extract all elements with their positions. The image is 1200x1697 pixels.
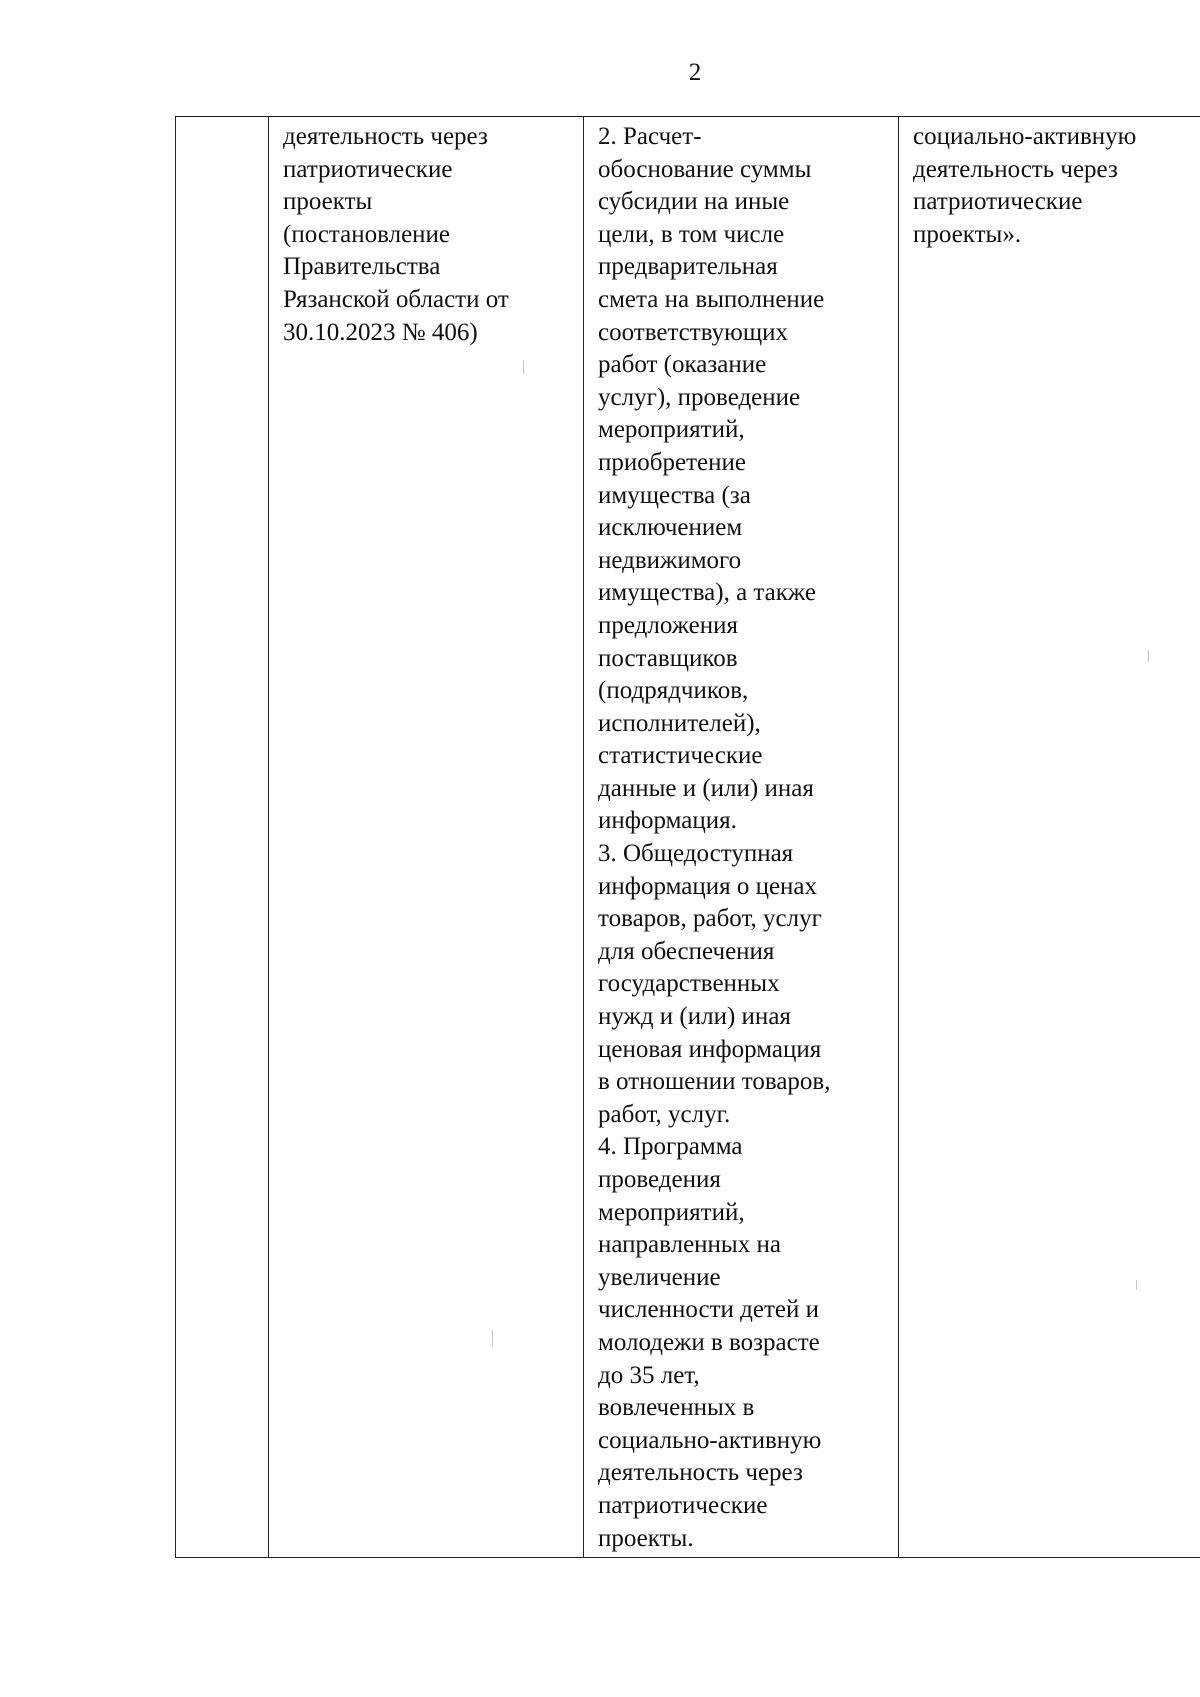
cell-text-line: Рязанской области от bbox=[283, 285, 509, 313]
cell-text-line: исключением bbox=[598, 514, 743, 542]
cell-text-line: предложения bbox=[598, 611, 739, 639]
cell-text-line: имущества), а также bbox=[598, 579, 816, 607]
scan-artifact bbox=[492, 1330, 493, 1346]
cell-text-line: деятельность через bbox=[913, 155, 1118, 183]
cell-text-line: до 35 лет, bbox=[598, 1361, 700, 1389]
cell-text-line: в отношении товаров, bbox=[598, 1068, 831, 1096]
cell-text-line: вовлеченных в bbox=[598, 1394, 755, 1422]
table-cell-documents bbox=[584, 117, 899, 1558]
cell-text-line: работ (оказание bbox=[598, 351, 767, 379]
cell-text-line: 4. Программа bbox=[598, 1133, 743, 1161]
cell-text-line: предварительная bbox=[598, 253, 778, 281]
table-cell-purpose bbox=[899, 117, 1200, 1558]
scan-artifact bbox=[1136, 1280, 1137, 1290]
cell-text-line: государственных bbox=[598, 970, 780, 998]
cell-text-line: проекты bbox=[283, 188, 373, 216]
cell-text-line: увеличение bbox=[598, 1263, 721, 1291]
cell-text-line: мероприятий, bbox=[598, 416, 745, 444]
cell-text-line: субсидии на иные bbox=[598, 188, 790, 216]
cell-text-line: нужд и (или) иная bbox=[598, 1003, 791, 1031]
cell-text-line: услуг), проведение bbox=[598, 383, 801, 411]
cell-text-line: информация о ценах bbox=[598, 872, 818, 900]
cell-text-line: 3. Общедоступная bbox=[598, 840, 794, 868]
cell-text-line: патриотические bbox=[913, 188, 1083, 216]
cell-text-line: цели, в том числе bbox=[598, 220, 785, 248]
cell-text-line: направленных на bbox=[598, 1231, 781, 1259]
cell-text-line: информация. bbox=[598, 807, 737, 835]
cell-text-line: имущества (за bbox=[598, 481, 751, 509]
cell-text-line: статистические bbox=[598, 742, 763, 770]
cell-text-line: данные и (или) иная bbox=[598, 774, 814, 802]
cell-text-line: проекты». bbox=[913, 220, 1022, 248]
cell-text-line: молодежи в возрасте bbox=[598, 1328, 820, 1356]
cell-text-line: недвижимого bbox=[598, 546, 742, 574]
cell-text-line: проекты. bbox=[598, 1524, 694, 1552]
cell-text-line: Правительства bbox=[283, 253, 441, 281]
document-table bbox=[175, 116, 1200, 1558]
cell-text-line: 30.10.2023 № 406) bbox=[283, 318, 478, 346]
scan-artifact bbox=[1148, 650, 1149, 662]
cell-text-line: деятельность через bbox=[598, 1459, 803, 1487]
table-row bbox=[176, 117, 1200, 1558]
cell-text-line: для обеспечения bbox=[598, 937, 775, 965]
cell-text-line: работ, услуг. bbox=[598, 1100, 731, 1128]
cell-text-line: смета на выполнение bbox=[598, 285, 825, 313]
cell-text-line: обоснование суммы bbox=[598, 155, 812, 183]
cell-text-line: мероприятий, bbox=[598, 1198, 745, 1226]
cell-text-line: социально-активную bbox=[598, 1426, 822, 1454]
cell-text-line: (подрядчиков, bbox=[598, 677, 749, 705]
cell-text-line: проведения bbox=[598, 1166, 721, 1193]
cell-text-line: 2. Расчет- bbox=[598, 123, 702, 150]
cell-text-line: социально-активную bbox=[913, 123, 1137, 150]
page-number: 2 bbox=[688, 59, 702, 86]
cell-text-line: (постановление bbox=[283, 220, 451, 248]
cell-text-line: товаров, работ, услуг bbox=[598, 905, 822, 933]
cell-text-line: патриотические bbox=[283, 155, 453, 183]
cell-text-line: приобретение bbox=[598, 448, 746, 476]
cell-text-line: поставщиков bbox=[598, 644, 738, 672]
table-cell-number bbox=[176, 117, 269, 1558]
cell-text-line: ценовая информация bbox=[598, 1035, 822, 1063]
cell-text-line: патриотические bbox=[598, 1491, 768, 1519]
table-cell-legal-basis bbox=[269, 117, 584, 1558]
cell-text-line: численности детей и bbox=[598, 1296, 819, 1324]
scan-artifact bbox=[523, 360, 524, 374]
cell-text-line: соответствующих bbox=[598, 318, 788, 346]
cell-text-line: исполнителей), bbox=[598, 709, 761, 737]
cell-text-line: деятельность через bbox=[283, 123, 488, 150]
